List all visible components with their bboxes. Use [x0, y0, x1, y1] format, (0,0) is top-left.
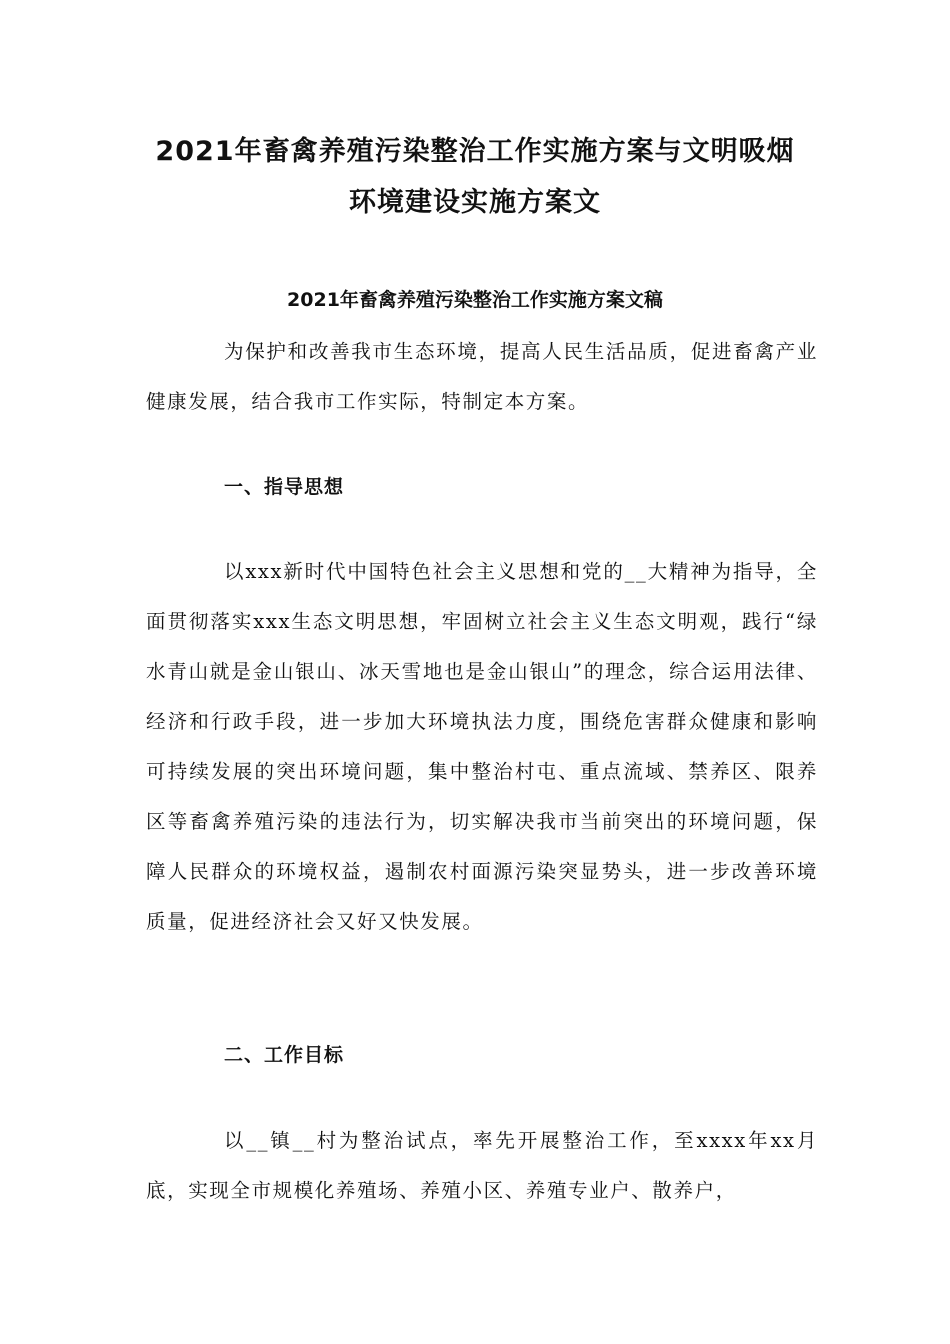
section-paragraph-work-goals: 以__镇__村为整治试点，率先开展整治工作，至xxxx年xx月底，实现全市规模化养殖场、养殖小区、养殖专业户、散养户，: [146, 1129, 818, 1202]
section-heading-guiding-ideology: 一、指导思想: [224, 476, 345, 498]
section-paragraph-guiding-ideology: 以xxx新时代中国特色社会主义思想和党的__大精神为指导，全面贯彻落实xxx生态文明思想，牢固树立社会主义生态文明观，践行“绿水青山就是金山银山、冰天雪地也是金山银山”的理念，综合运用法律、经济和行政手段，进一步加大环境执法力度，围绕危害群众健康和影响可持续发展的突出环境问题，集中整治村屯、重点流域、禁养区、限养区等畜禽养殖污染的违法行为，切实解决我市当前突出的环境问题，保障人民群众的环境权益，遏制农村面源污染突显势头，进一步改善环境质量，促进经济社会又好又快发展。: [146, 560, 818, 933]
document-subtitle: 2021年畜禽养殖污染整治工作实施方案文稿: [287, 289, 663, 311]
document-title-line-2: 环境建设实施方案文: [349, 187, 601, 218]
intro-paragraph: 为保护和改善我市生态环境，提高人民生活品质，促进畜禽产业健康发展，结合我市工作实际，特制定本方案。: [146, 340, 818, 413]
section-heading-work-goals: 二、工作目标: [224, 1044, 345, 1066]
document-title-line-1: 2021年畜禽养殖污染整治工作实施方案与文明吸烟: [155, 136, 795, 167]
